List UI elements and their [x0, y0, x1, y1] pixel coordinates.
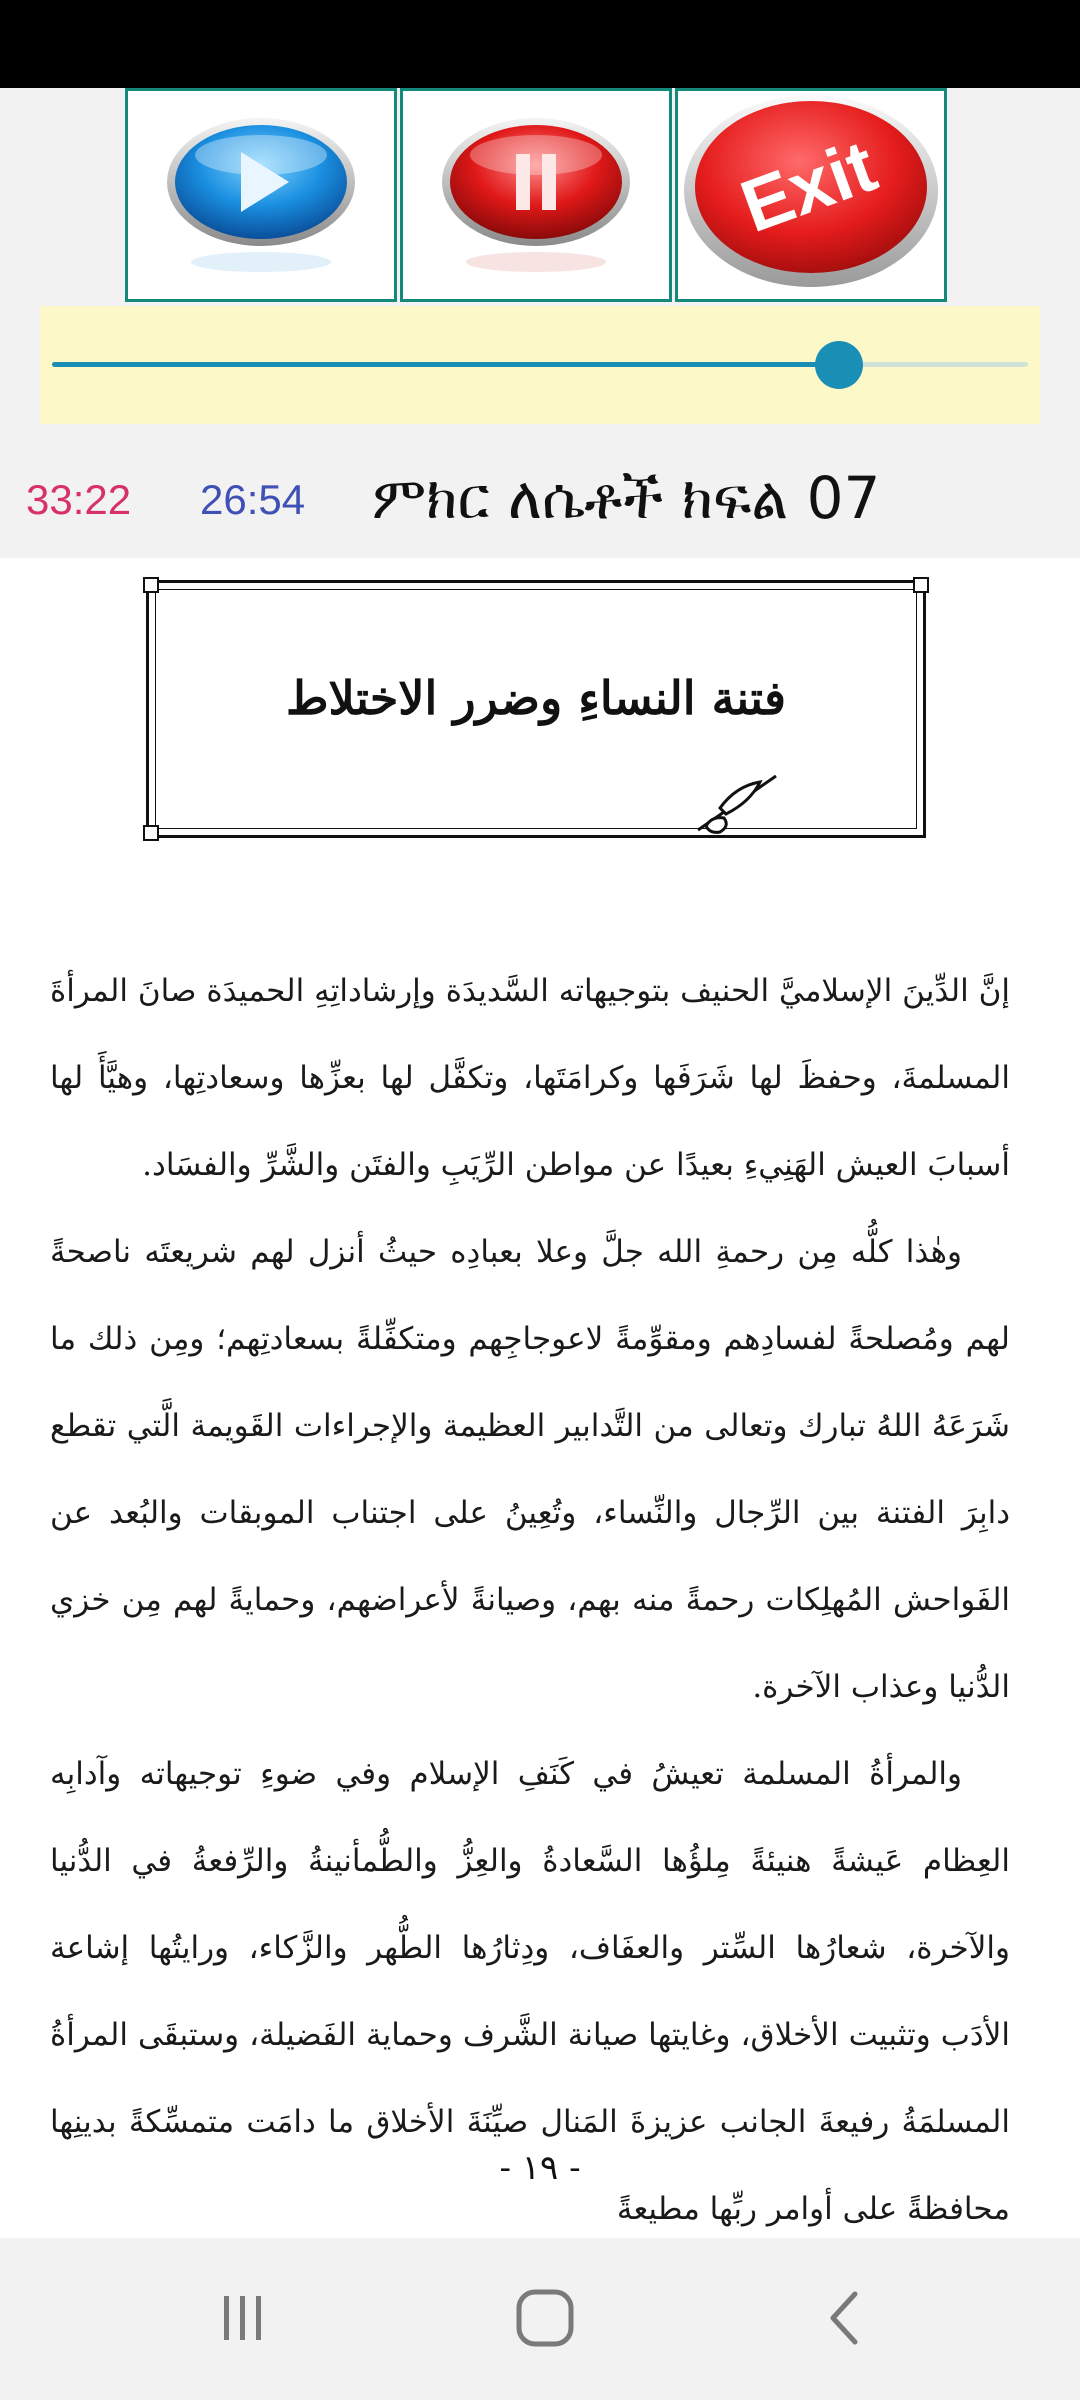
frame-corner	[913, 577, 929, 593]
pause-button[interactable]	[400, 88, 672, 302]
pause-icon	[436, 110, 636, 280]
recents-button[interactable]	[198, 2278, 288, 2358]
home-icon	[513, 2286, 577, 2350]
play-icon	[161, 110, 361, 280]
exit-button[interactable]	[675, 88, 947, 302]
track-title: ምክር ለሴቶች ክፍል 07	[372, 464, 881, 532]
recents-icon	[213, 2288, 273, 2348]
player-controls	[125, 88, 955, 306]
seek-thumb[interactable]	[815, 341, 863, 389]
exit-label: Exit	[730, 123, 887, 249]
frame-corner	[143, 825, 159, 841]
body-text	[50, 948, 1010, 2238]
book-page[interactable]	[0, 558, 1080, 2238]
paragraph: والمرأةُ المسلمة تعيشُ في كَنَفِ الإسلام وفي ضوءِ توجيهاته وآدابِه العِظام عَيشةً هنيئةً مِلؤُها السَّعادةُ والعِزُّ والطُّمأنينةُ والرِّفعةُ في الدُّنيا والآخرة، شعارُها السِّتر والعفَاف، ودِثارُها الطُّهر والزَّكاء، ورايتُها إشاعة الأدَب وتثبيت الأخلاق، وغايتها صيانة الشَّرف وحماية الفَضيلة، وستبقَى المرأةُ المسلمَةُ رفيعةَ الجانب عزيزةَ المَنال صيِّنَةَ الأخلاق ما دامَت متمسِّكةً بدينِها محافظةً على أوامر ربِّها مطيعةً	[50, 1756, 1010, 2227]
chapter-heading: فتنة النساءِ وضرر الاختلاط	[285, 671, 786, 725]
status-bar	[0, 0, 1080, 88]
back-icon	[815, 2288, 875, 2348]
back-button[interactable]	[800, 2278, 890, 2358]
seek-progress	[52, 362, 839, 367]
home-button[interactable]	[500, 2278, 590, 2358]
seek-panel	[40, 306, 1040, 424]
page-number: - ١٩ -	[499, 2148, 581, 2188]
quill-icon	[690, 768, 780, 838]
frame-corner	[143, 577, 159, 593]
total-time: 33:22	[26, 476, 132, 523]
play-button[interactable]	[125, 88, 397, 302]
navigation-bar	[0, 2238, 1080, 2400]
paragraph: إنَّ الدِّينَ الإسلاميَّ الحنيف بتوجيهاته السَّديدَة وإرشاداتِهِ الحميدَة صانَ المرأةَ المسلمةَ، وحفظَ لها شَرَفَها وكرامَتَها، وتكفَّل لها بعزِّها وسعادتِها، وهيَّأَ لها أسبابَ العيش الهَنِيءِ بعيدًا عن مواطن الرِّيَبِ والفتَن والشَّرِّ والفسَاد.	[50, 973, 1010, 1183]
track-info	[0, 436, 1080, 558]
exit-icon	[680, 93, 942, 297]
elapsed-time: 26:54	[200, 476, 306, 523]
heading-frame	[146, 580, 926, 838]
paragraph: وهٰذا كلُّه مِن رحمةِ الله جلَّ وعلا بعبادِه حيثُ أنزل لهم شريعتَه ناصحةً لهم ومُصلحةً لفسادِهم ومقوِّمةً لاعوجاجِهم ومتكفِّلةً بسعادتِهم؛ ومِن ذلك ما شَرَعَهُ اللهُ تبارك وتعالى من التَّدابير العظيمة والإجراءات القَويمة الَّتي تقطع دابِرَ الفتنة بين الرِّجال والنِّساء، وتُعِينُ على اجتناب الموبقات والبُعد عن الفَواحش المُهلِكات رحمةً منه بهم، وصيانةً لأعراضهم، وحمايةً لهم مِن خزي الدُّنيا وعذاب الآخرة.	[50, 1234, 1010, 1705]
